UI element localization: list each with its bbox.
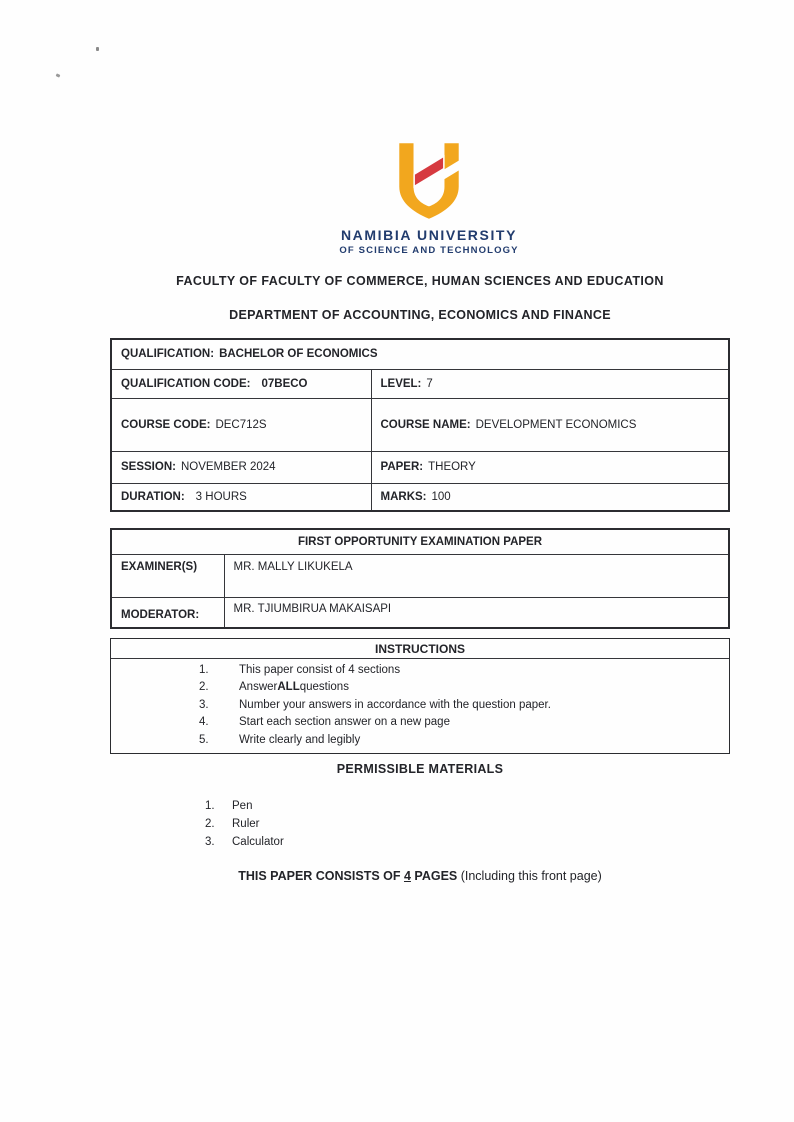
course-code-label: COURSE CODE: — [121, 418, 211, 431]
level-cell — [371, 369, 729, 398]
course-name-cell — [371, 398, 729, 451]
instruction-text: Answer — [239, 681, 278, 694]
page-count-bold-pre: THIS PAPER CONSISTS OF — [238, 869, 404, 883]
table-row-course — [111, 398, 729, 451]
table-row-examiner — [111, 554, 729, 597]
duration-cell — [111, 483, 371, 511]
scan-artifact — [96, 47, 99, 51]
qualification-value: BACHELOR OF ECONOMICS — [219, 348, 378, 361]
instructions-title: INSTRUCTIONS — [111, 639, 729, 659]
list-item — [110, 797, 730, 815]
instructions-list — [111, 659, 729, 753]
instruction-number: 3. — [199, 698, 209, 711]
instruction-item — [111, 662, 729, 679]
material-number: 1. — [205, 800, 215, 812]
page-count-number: 4 — [403, 869, 411, 883]
table-row-moderator — [111, 597, 729, 628]
instruction-text-post: questions — [299, 681, 349, 694]
course-name-label: COURSE NAME: — [380, 418, 471, 431]
examiner-label: EXAMINER(S) — [111, 554, 224, 597]
duration-label: DURATION: — [121, 490, 185, 503]
course-code-value: DEC712S — [215, 418, 267, 431]
instruction-item — [111, 732, 729, 749]
course-info-table — [110, 338, 730, 512]
duration-value: 3 HOURS — [195, 490, 247, 503]
instruction-number: 4. — [199, 716, 209, 729]
page-count-note: (Including this front page) — [460, 869, 602, 883]
qualification-cell — [111, 339, 729, 369]
university-wordmark: NAMIBIA UNIVERSITY — [340, 227, 518, 243]
paper-cell — [371, 451, 729, 483]
university-tagline: OF SCIENCE AND TECHNOLOGY — [339, 245, 519, 256]
exam-paper-table — [110, 528, 730, 629]
session-label: SESSION: — [121, 461, 176, 473]
course-name-value: DEVELOPMENT ECONOMICS — [475, 418, 637, 431]
session-value: NOVEMBER 2024 — [180, 461, 276, 473]
instruction-item — [111, 714, 729, 731]
materials-list — [110, 797, 730, 851]
instruction-text: This paper consist of 4 sections — [239, 664, 401, 676]
marks-cell — [371, 483, 729, 511]
table-row-duration-marks — [111, 483, 729, 511]
table-row-exam-title — [111, 529, 729, 554]
department-heading: DEPARTMENT OF ACCOUNTING, ECONOMICS AND FINANCE — [229, 308, 611, 322]
university-logo — [64, 142, 794, 256]
instruction-text-bold: ALL — [277, 681, 300, 694]
material-number: 2. — [205, 818, 215, 830]
moderator-label: MODERATOR: — [111, 597, 224, 628]
instruction-number: 1. — [199, 664, 209, 676]
material-text: Calculator — [232, 836, 284, 848]
marks-value: 100 — [431, 490, 451, 503]
instructions-box — [110, 638, 730, 754]
instruction-text: Number your answers in accordance with the question paper. — [239, 698, 551, 711]
level-value: 7 — [426, 377, 433, 390]
paper-label: PAPER: — [380, 461, 424, 473]
instruction-item — [111, 679, 729, 696]
moderator-value: MR. TJIUMBIRUA MAKAISAPI — [224, 597, 729, 628]
qualification-label: QUALIFICATION: — [121, 348, 215, 361]
material-text: Ruler — [232, 818, 260, 830]
exam-title: FIRST OPPORTUNITY EXAMINATION PAPER — [111, 529, 729, 554]
course-code-cell — [111, 398, 371, 451]
instruction-number: 2. — [199, 681, 209, 694]
qualification-code-value: 07BECO — [261, 377, 308, 390]
paper-value: THEORY — [428, 461, 476, 473]
table-row-code-level — [111, 369, 729, 398]
table-row-session-paper — [111, 451, 729, 483]
material-number: 3. — [205, 836, 215, 848]
qualification-code-label: QUALIFICATION CODE: — [121, 377, 251, 390]
instruction-item — [111, 697, 729, 714]
list-item — [110, 815, 730, 833]
session-cell — [111, 451, 371, 483]
instruction-number: 5. — [199, 733, 209, 746]
scan-artifact — [56, 73, 61, 77]
material-text: Pen — [232, 800, 253, 812]
faculty-heading: FACULTY OF FACULTY OF COMMERCE, HUMAN SCIENCES AND EDUCATION — [176, 274, 664, 288]
instruction-text: Write clearly and legibly — [239, 733, 361, 746]
logo-shield-icon — [398, 142, 460, 220]
materials-title: PERMISSIBLE MATERIALS — [336, 762, 504, 776]
marks-label: MARKS: — [380, 490, 427, 503]
examiner-value: MR. MALLY LIKUKELA — [224, 554, 729, 597]
page-count-line — [110, 869, 730, 883]
level-label: LEVEL: — [380, 377, 422, 390]
page-count-bold-post: PAGES — [410, 869, 461, 883]
table-row-qualification — [111, 339, 729, 369]
qualification-code-cell — [111, 369, 371, 398]
list-item — [110, 833, 730, 851]
instruction-text: Start each section answer on a new page — [239, 716, 450, 729]
